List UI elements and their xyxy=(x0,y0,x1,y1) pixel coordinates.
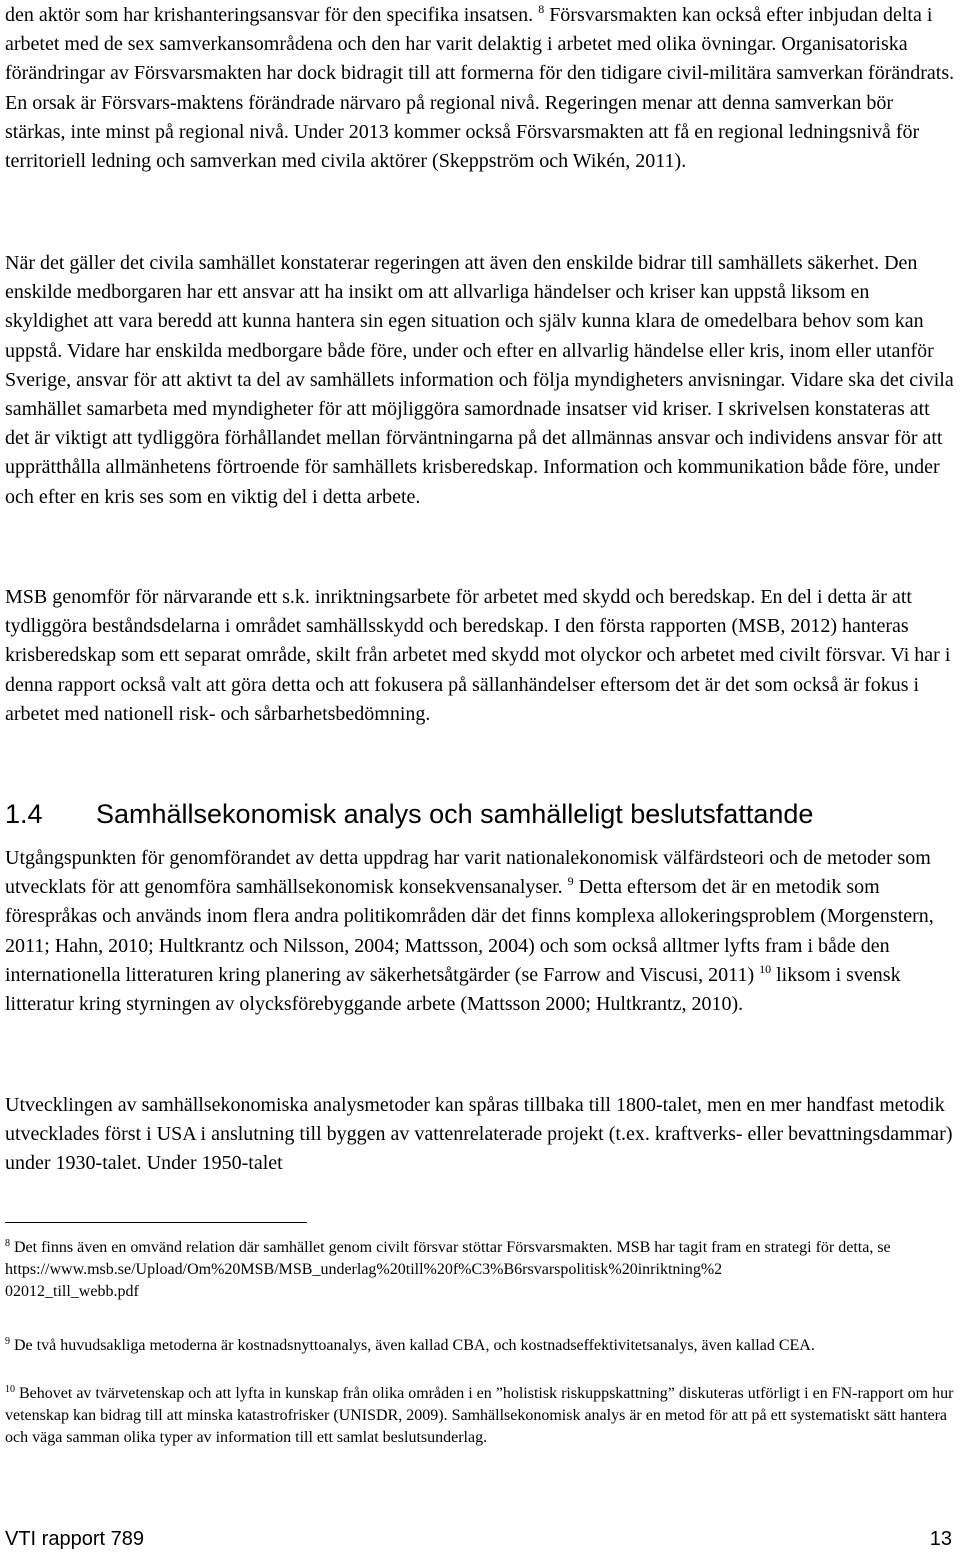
section-title: Samhällsekonomisk analys och samhälleligt beslutsfattande xyxy=(96,799,814,829)
footnote-number: 10 xyxy=(5,1384,15,1395)
footnote-text: De två huvudsakliga metoderna är kostnadsnyttoanalys, även kallad CBA, och kostnadseffektivitetsanalys, även kallad CEA. xyxy=(10,1337,815,1354)
paragraph-utgangspunkten xyxy=(5,844,955,1019)
section-heading xyxy=(5,797,955,831)
footnote-number: 8 xyxy=(5,1238,10,1249)
paragraph-text: den aktör som har krishanteringsansvar för den specifika insatsen. xyxy=(5,4,534,26)
footnote-reference-9: 9 xyxy=(567,874,574,889)
paragraph-text: Detta eftersom det är en metodik som förespråkas och används inom flera andra politikområden där det finns komplexa allokeringsproblem (Morgenstern, 2011; Hahn, 2010; Hultkrantz och Nilsson, 2004; Mattsson, 2004) och som också alltmer lyfts fram i både den internationella litteraturen kring planering av säkerhetsåtgärder (se Farrow and Viscusi, 2011) xyxy=(5,876,934,986)
footnote-reference-10: 10 xyxy=(759,961,772,976)
footnote-separator xyxy=(5,1222,307,1223)
page-footer xyxy=(5,1528,952,1550)
paragraph-msb: MSB genomför för närvarande ett s.k. inriktningsarbete för arbetet med skydd och beredskap. En del i detta är att tydliggöra beståndsdelarna i området samhällsskydd och beredskap. I den första rapporten (MSB, 2012) hanteras krisberedskap som ett separat område, skilt från arbetet med skydd mot olyckor och arbetet med civilt försvar. Vi har i denna rapport också valt att göra detta och att fokusera på sällanhändelser eftersom det är det som också är fokus i arbetet med nationell risk- och sårbarhetsbedömning. xyxy=(5,586,951,725)
paragraph-utvecklingen: Utvecklingen av samhällsekonomiska analysmetoder kan spåras tillbaka till 1800-talet, men en mer handfast metodik utvecklades först i USA i anslutning till byggen av vattenrelaterade projekt (t.ex. kraftverks- eller bevattningsdammar) under 1930-talet. Under 1950-talet xyxy=(5,1094,953,1175)
paragraph-text: liksom i svensk litteratur kring styrningen av olycksförebyggande arbete (Mattsson 2000; Hultkrantz, 2010). xyxy=(5,963,901,1016)
paragraph-forsvarsmakten xyxy=(5,1,955,176)
page-number: 13 xyxy=(929,1528,952,1550)
paragraph-text: Försvarsmakten kan också efter inbjudan delta i arbetet med de sex samverkansområdena och den har varit delaktig i arbetet med olika övningar. Organisatoriska förändringar av Försvarsmakten har dock bidragit till att formerna för den tidigare civil-militära samverkan förändrats. En orsak är Försvars-maktens förändrade närvaro på regional nivå. Regeringen menar att denna samverkan bör stärkas, inte minst på regional nivå. Under 2013 kommer också Försvarsmakten att få en regional ledningsnivå för territoriell ledning och samverkan med civila aktörer (Skeppström och Wikén, 2011). xyxy=(5,4,955,173)
footnote-number: 9 xyxy=(5,1336,10,1347)
report-name: VTI rapport 789 xyxy=(5,1528,144,1550)
footnote-reference-8: 8 xyxy=(538,2,545,16)
section-number: 1.4 xyxy=(5,799,43,829)
footnote-8 xyxy=(5,1237,955,1303)
paragraph-civila-samhallet: När det gäller det civila samhället konstaterar regeringen att även den enskilde bidrar till samhällets säkerhet. Den enskilde medborgaren har ett ansvar att ha insikt om att allvarliga händelser och kriser kan uppstå liksom en skyldighet att vara beredd att kunna hantera sin egen situation och själv kunna klara de omedelbara behov som kan uppstå. Vidare har enskilda medborgare både före, under och efter en allvarlig händelse eller kris, inom eller utanför Sverige, ansvar för att aktivt ta del av samhällets information och följa myndigheters anvisningar. Vidare ska det civila samhället samarbeta med myndigheter för att möjliggöra samordnade insatser vid kriser. I skrivelsen konstateras att det är viktigt att tydliggöra förhållandet mellan förväntningarna på det allmännas ansvar och individens ansvar för att upprätthålla allmänhetens förtroende för samhällets krisberedskap. Information och kommunikation både före, under och efter en kris ses som en viktig del i detta arbete. xyxy=(5,252,954,508)
footnote-url: https://www.msb.se/Upload/Om%20MSB/MSB_underlag%20till%20f%C3%B6rsvarspolitisk%20inriktning%2 xyxy=(5,1261,723,1278)
footnote-text: Behovet av tvärvetenskap och att lyfta in kunskap från olika områden i en ”holistisk riskuppskattning” diskuteras utförligt i en FN-rapport om hur vetenskap kan bidrag till att minska katastrofrisker (UNISDR, 2009). Samhällsekonomisk analys är en metod för att på ett systematiskt sätt hantera och väga samman olika typer av information till ett samlat beslutsunderlag. xyxy=(5,1385,954,1446)
footnote-url-continuation: 02012_till_webb.pdf xyxy=(5,1283,139,1300)
paragraph-text: Utgångspunkten för genomförandet av detta uppdrag har varit nationalekonomisk välfärdsteori och de metoder som utvecklats för att genomföra samhällsekonomisk konsekvensanalyser. xyxy=(5,847,931,899)
footnote-text: Det finns även en omvänd relation där samhället genom civilt försvar stöttar Försvarsmakten. MSB har tagit fram en strategi för detta, se xyxy=(10,1239,891,1256)
footnote-9 xyxy=(5,1335,955,1357)
footnote-10 xyxy=(5,1383,955,1449)
